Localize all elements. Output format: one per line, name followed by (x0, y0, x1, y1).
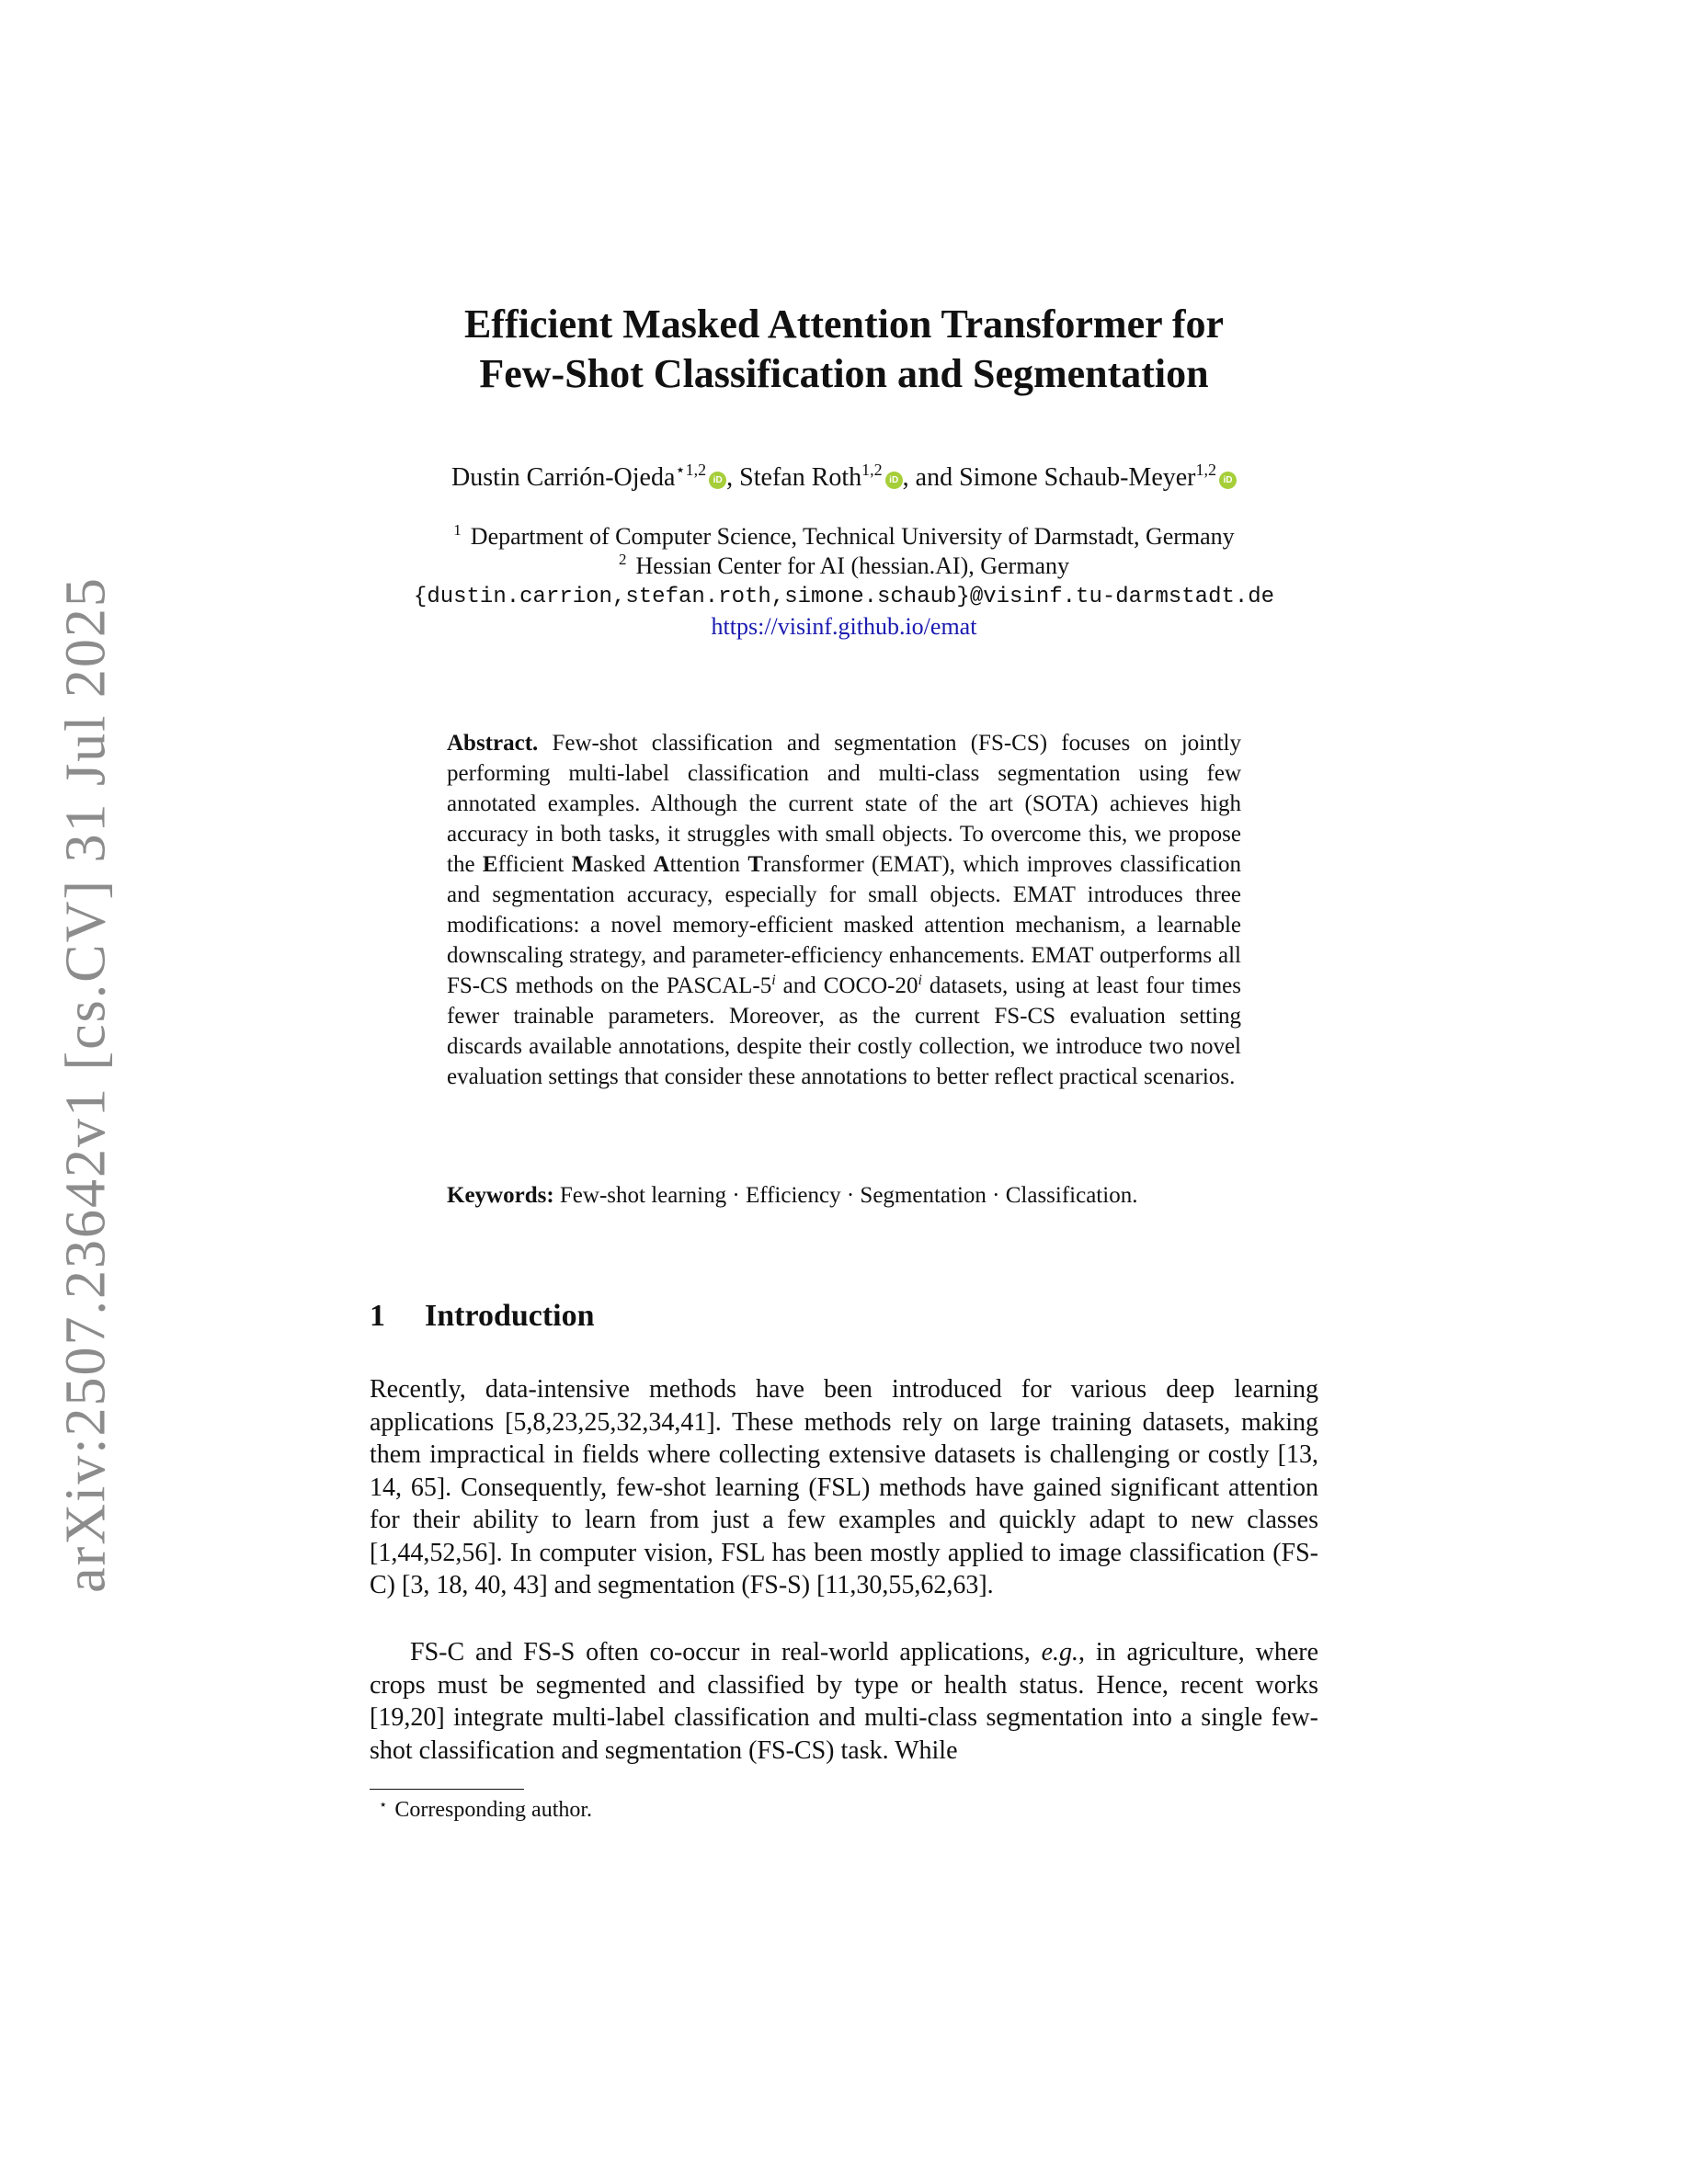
keywords (447, 1180, 1241, 1211)
section-number: 1 (370, 1299, 385, 1333)
abstract (447, 728, 1241, 1092)
keywords-label: Keywords: (447, 1183, 554, 1208)
title-line-1: Efficient Masked Attention Transformer for (463, 301, 1225, 347)
abstract-text: Few-shot classification and segmentation (FS-CS) focuses on jointly performing multi-label classification and multi-class segmentation using few annotated examples. Although the current state of the art (SOTA) achieves high accuracy in both tasks, it struggles with small objects. To overcome this, we propose the (447, 731, 1241, 877)
section-title: Introduction (425, 1299, 595, 1333)
title-line-2: Few-Shot Classification and Segmentation (479, 351, 1209, 396)
affiliation-1 (0, 522, 1688, 552)
acronym-letter: A (653, 852, 670, 877)
affiliation-2 (0, 552, 1688, 581)
abstract-text: fficient (497, 852, 572, 877)
abstract-text: ransformer (EMAT), which improves classification and segmentation accuracy, especially for small objects. EMAT introduces three modifications: a novel memory-efficient masked attention mechanism, a learnable downscaling strategy, and parameter-efficiency enhancements. EMAT outperforms all FS-CS methods on the PASCAL-5 (447, 852, 1242, 998)
project-url-link[interactable]: https://visinf.github.io/emat (711, 613, 977, 640)
intro-paragraph-1: Recently, data-intensive methods have been introduced for various deep learning applications [5,8,23,25,32,34,41]. These methods rely on large training datasets, making them impractical in fields where collecting extensive datasets is challenging or costly [13, 14, 65]. Consequently, few-shot learning (FSL) methods have gained significant attention for their ability to learn from just a few examples and quickly adapt to new classes [1,44,52,56]. In computer vision, FSL has been mostly applied to image classification (FS-C) [3, 18, 40, 43] and segmentation (FS-S) [11,30,55,62,63]. (370, 1375, 1318, 1599)
footnote-text: Corresponding author. (394, 1798, 593, 1822)
paragraph-emphasis: e.g. (1041, 1638, 1078, 1666)
paper-title (0, 300, 1688, 399)
acronym-letter: M (571, 852, 594, 877)
author-affiliation-marker: ⋆1,2 (675, 461, 707, 479)
dataset-superscript: i (918, 973, 922, 988)
footnote-divider (370, 1789, 524, 1790)
affiliation-number: 1 (453, 521, 462, 539)
footnote (379, 1796, 592, 1824)
orcid-icon[interactable]: iD (709, 472, 726, 489)
affiliation-text: Department of Computer Science, Technical University of Darmstadt, Germany (470, 523, 1235, 550)
author-name: Dustin Carrión-Ojeda (451, 463, 676, 492)
intro-paragraph-2 (370, 1636, 1318, 1767)
abstract-text: ttention (669, 852, 748, 877)
abstract-label: Abstract. (447, 731, 539, 756)
arxiv-identifier: arXiv:2507.23642v1 [cs.CV] 31 Jul 2025 (54, 576, 118, 1593)
affiliation-number: 2 (619, 551, 627, 568)
author-affiliation-marker: 1,2 (861, 461, 883, 479)
keywords-text: Few-shot learning · Efficiency · Segmentation · Classification. (553, 1183, 1138, 1208)
affiliation-text: Hessian Center for AI (hessian.AI), Germany (635, 552, 1069, 579)
section-heading-introduction (370, 1298, 595, 1335)
author-name: Stefan Roth (739, 463, 862, 492)
author-affiliation-marker: 1,2 (1195, 461, 1216, 479)
abstract-text: and COCO-20 (775, 973, 918, 998)
abstract-text: asked (593, 852, 654, 877)
author-list (0, 461, 1688, 495)
author-emails: {dustin.carrion,stefan.roth,simone.schaub}@visinf.tu-darmstadt.de (413, 585, 1275, 609)
author-separator: , and (902, 463, 960, 492)
acronym-letter: E (482, 852, 498, 877)
paragraph-text: , in agriculture, where crops must be segmented and classified by type or health status. Hence, recent works [19,20] integrate multi-label classification and multi-class segmentation into a single few-shot classification and segmentation (FS-CS) task. While (370, 1638, 1318, 1765)
author-name: Simone Schaub-Meyer (959, 463, 1196, 492)
author-separator: , (726, 463, 740, 492)
acronym-letter: T (747, 852, 763, 877)
paragraph-text: FS-C and FS-S often co-occur in real-world applications, (410, 1638, 1042, 1666)
footnote-mark: ⋆ (379, 1798, 388, 1813)
orcid-icon[interactable]: iD (885, 472, 903, 489)
dataset-superscript: i (771, 973, 776, 988)
orcid-icon[interactable]: iD (1219, 472, 1237, 489)
abstract-text: datasets, using at least four times fewer trainable parameters. Moreover, as the current FS-CS evaluation setting discards available annotations, despite their costly collection, we introduce two novel evaluation settings that consider these annotations to better reflect practical scenarios. (447, 973, 1241, 1089)
